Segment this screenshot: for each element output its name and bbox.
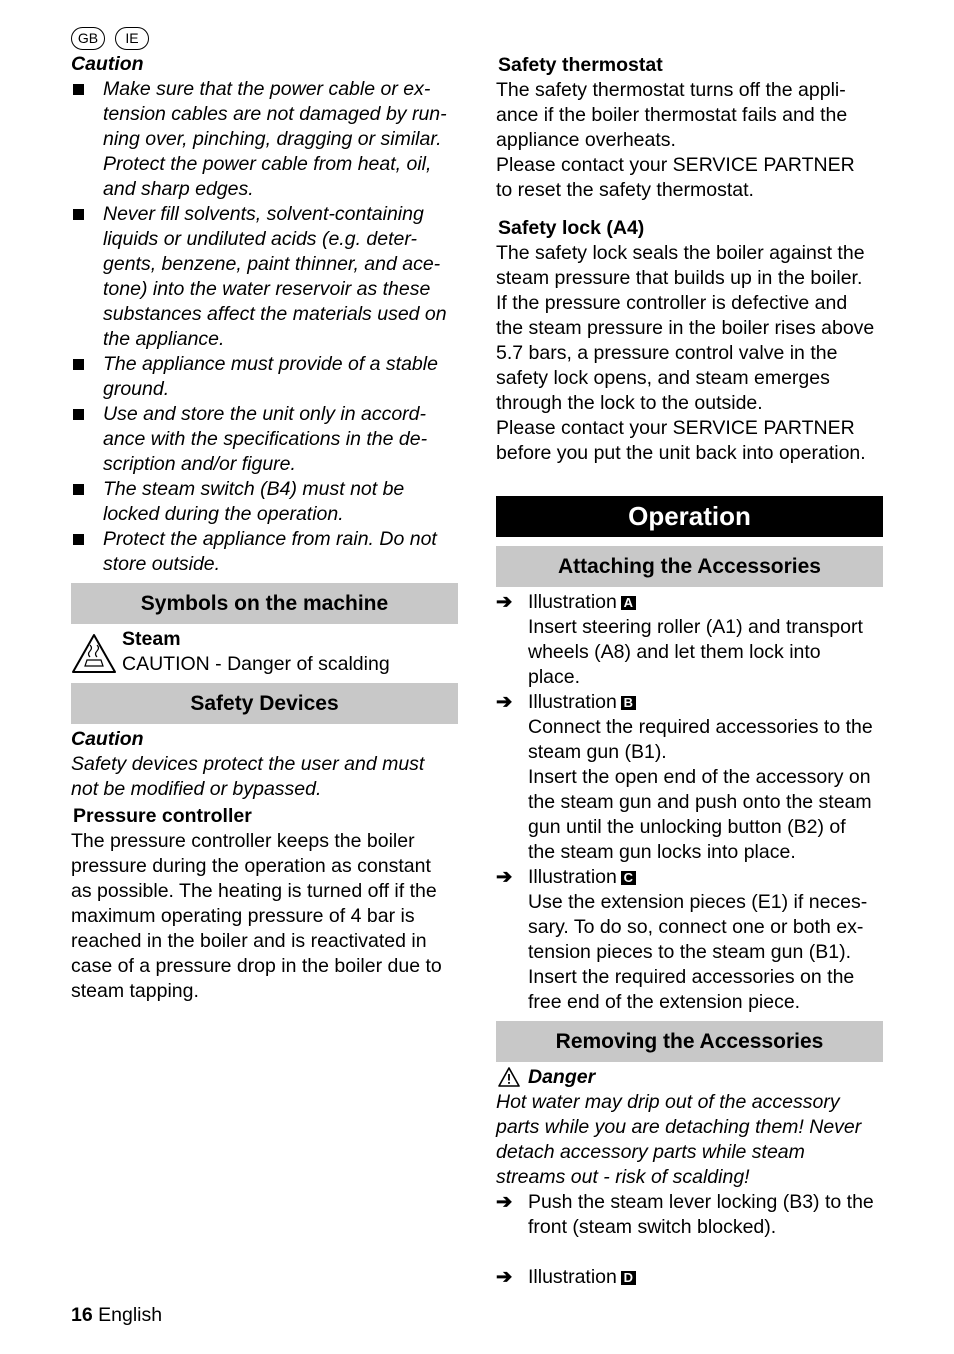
illustration-letter-icon: C xyxy=(621,871,636,885)
illustration-letter-icon: B xyxy=(621,696,636,710)
lock-line: through the lock to the outside. xyxy=(496,392,763,414)
lock-line: The safety lock seals the boiler against the xyxy=(496,242,865,264)
illustration-label: Illustration xyxy=(528,866,617,888)
attach-step-c xyxy=(496,865,888,1015)
lock-line: the steam pressure in the boiler rises above xyxy=(496,317,875,339)
thermostat-line: ance if the boiler thermostat fails and the xyxy=(496,104,848,126)
safety-caution-block xyxy=(71,727,461,802)
thermostat-line: appliance overheats. xyxy=(496,129,676,151)
safety-caution-heading: Caution xyxy=(71,728,144,750)
safety-lock-block xyxy=(496,216,888,466)
section-attaching-accessories: Attaching the Accessories xyxy=(496,546,883,587)
danger-line: detach accessory parts while steam xyxy=(496,1141,805,1163)
symbol-description: CAUTION - Danger of scalding xyxy=(122,653,390,675)
illustration-label: Illustration xyxy=(528,1266,617,1288)
bullet-square-icon xyxy=(73,209,84,220)
step-line: place. xyxy=(528,666,581,688)
pressure-controller-heading: Pressure controller xyxy=(73,805,252,827)
arrow-right-icon: ➔ xyxy=(496,1191,513,1213)
step-line: gun until the unlocking button (B2) of xyxy=(528,816,846,838)
danger-heading-row xyxy=(496,1065,888,1090)
step-line: free end of the extension piece. xyxy=(528,991,801,1013)
danger-block xyxy=(496,1065,888,1290)
page-number: 16 xyxy=(71,1304,93,1326)
section-symbols-on-machine: Symbols on the machine xyxy=(71,583,458,624)
caution-item-store: Use and store the unit only in accord- ance with the specifications in the de- scription and/or figure. xyxy=(71,402,461,477)
lock-line: safety lock opens, and steam emerges xyxy=(496,367,830,389)
caution-item-solvents: Never fill solvents, solvent-containing liquids or undiluted acids (e.g. deter- gents, benzene, paint thinner, and ace- tone) into the water reservoir as these substances affect the materials used on the appliance. xyxy=(71,202,461,352)
safety-lock-heading: Safety lock (A4) xyxy=(498,217,645,239)
lock-line: Please contact your SERVICE PARTNER xyxy=(496,417,855,439)
caution-item-steam-switch: The steam switch (B4) must not be locked during the operation. xyxy=(71,477,461,527)
section-safety-devices: Safety Devices xyxy=(71,683,458,724)
step-line: the steam gun locks into place. xyxy=(528,841,796,863)
step-line: Insert the open end of the accessory on xyxy=(528,766,871,788)
pressure-line: maximum operating pressure of 4 bar is xyxy=(71,905,415,927)
language-badge-gb: GB xyxy=(71,27,105,50)
step-line: tension pieces to the steam gun (B1). xyxy=(528,941,852,963)
attaching-steps xyxy=(496,590,888,1015)
arrow-right-icon: ➔ xyxy=(496,591,513,613)
illustration-label: Illustration xyxy=(528,691,617,713)
step-line: Connect the required accessories to the xyxy=(528,716,873,738)
pressure-line: steam tapping. xyxy=(71,980,199,1002)
caution-list xyxy=(71,77,461,577)
pressure-line: as possible. The heating is turned off if the xyxy=(71,880,437,902)
lock-line: 5.7 bars, a pressure control valve in the xyxy=(496,342,838,364)
lock-line: If the pressure controller is defective and xyxy=(496,292,848,314)
page-footer xyxy=(71,1303,162,1328)
illustration-letter-icon: D xyxy=(621,1271,636,1285)
step-line: wheels (A8) and let them lock into xyxy=(528,641,821,663)
bullet-square-icon xyxy=(73,409,84,420)
section-removing-accessories: Removing the Accessories xyxy=(496,1021,883,1062)
attach-step-b xyxy=(496,690,888,865)
safety-caution-line: not be modified or bypassed. xyxy=(71,778,322,800)
pressure-controller-block xyxy=(71,804,463,1004)
thermostat-line: Please contact your SERVICE PARTNER xyxy=(496,154,855,176)
hot-steam-warning-icon xyxy=(71,633,117,674)
safety-caution-line: Safety devices protect the user and must xyxy=(71,753,425,775)
lock-line: before you put the unit back into operation. xyxy=(496,442,866,464)
step-line: Use the extension pieces (E1) if neces- xyxy=(528,891,868,913)
step-line: Insert steering roller (A1) and transport xyxy=(528,616,863,638)
bullet-square-icon xyxy=(73,534,84,545)
danger-line: streams out - risk of scalding! xyxy=(496,1166,750,1188)
symbol-title: Steam xyxy=(122,628,181,650)
arrow-right-icon: ➔ xyxy=(496,1266,513,1288)
bullet-square-icon xyxy=(73,359,84,370)
footer-language: English xyxy=(98,1304,163,1326)
steam-symbol-row xyxy=(71,627,461,677)
step-line: Push the steam lever locking (B3) to the xyxy=(528,1191,874,1213)
warning-triangle-icon xyxy=(498,1067,520,1087)
language-badge-ie: IE xyxy=(115,27,149,50)
step-line: sary. To do so, connect one or both ex- xyxy=(528,916,864,938)
step-line: front (steam switch blocked). xyxy=(528,1216,777,1238)
remove-step-d xyxy=(496,1265,888,1290)
bullet-square-icon xyxy=(73,484,84,495)
thermostat-line: The safety thermostat turns off the appli- xyxy=(496,79,846,101)
caution-heading: Caution xyxy=(71,53,144,75)
language-badges xyxy=(71,27,149,50)
pressure-line: The pressure controller keeps the boiler xyxy=(71,830,415,852)
step-line: the steam gun and push onto the steam xyxy=(528,791,872,813)
safety-thermostat-block xyxy=(496,53,888,203)
lock-line: steam pressure that builds up in the boiler. xyxy=(496,267,863,289)
caution-item-cable: Make sure that the power cable or ex- tension cables are not damaged by run- ning over, pinching, dragging or similar. Protect the power cable from heat, oil, and sharp edges. xyxy=(71,77,461,202)
illustration-label: Illustration xyxy=(528,591,617,613)
caution-item-ground: The appliance must provide of a stable ground. xyxy=(71,352,461,402)
attach-step-a xyxy=(496,590,888,690)
thermostat-line: to reset the safety thermostat. xyxy=(496,179,754,201)
step-line: steam gun (B1). xyxy=(528,741,667,763)
danger-heading: Danger xyxy=(528,1066,596,1088)
bullet-square-icon xyxy=(73,84,84,95)
danger-line: Hot water may drip out of the accessory xyxy=(496,1091,840,1113)
remove-step-push-lever xyxy=(496,1190,888,1240)
danger-line: parts while you are detaching them! Never xyxy=(496,1116,862,1138)
arrow-right-icon: ➔ xyxy=(496,691,513,713)
pressure-line: reached in the boiler and is reactivated in xyxy=(71,930,427,952)
step-line: Insert the required accessories on the xyxy=(528,966,855,988)
safety-thermostat-heading: Safety thermostat xyxy=(498,54,663,76)
pressure-line: pressure during the operation as constant xyxy=(71,855,431,877)
illustration-letter-icon: A xyxy=(621,596,636,610)
pressure-line: case of a pressure drop in the boiler due to xyxy=(71,955,442,977)
caution-item-rain: Protect the appliance from rain. Do not store outside. xyxy=(71,527,461,577)
operation-title: Operation xyxy=(496,496,883,537)
arrow-right-icon: ➔ xyxy=(496,866,513,888)
